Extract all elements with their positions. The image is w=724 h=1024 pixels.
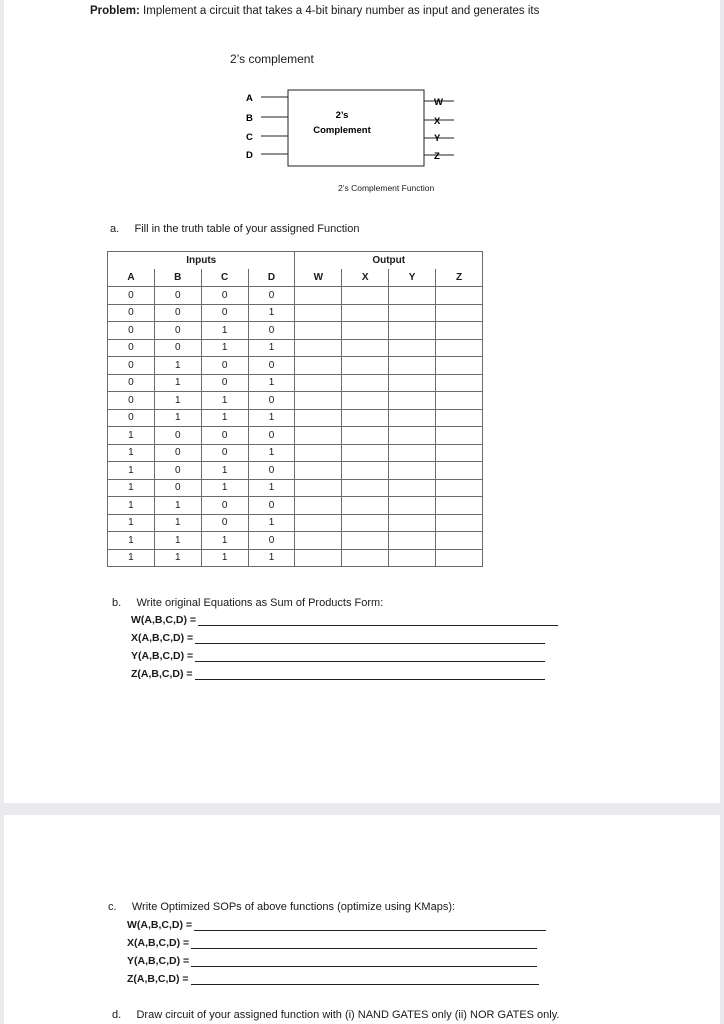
table-row [108, 374, 483, 392]
worksheet-page-2 [4, 815, 720, 1024]
table-row [108, 462, 483, 480]
part-c-marker: c. [108, 901, 117, 913]
block-label-line2: Complement [313, 125, 371, 136]
output-cell[interactable] [389, 497, 436, 515]
answer-line[interactable] [195, 669, 545, 680]
part-d-heading [112, 1009, 559, 1021]
inputs-header: Inputs [108, 252, 295, 270]
output-cell[interactable] [436, 374, 483, 392]
input-cell: 0 [108, 409, 155, 427]
input-cell: 0 [154, 427, 201, 445]
output-cell[interactable] [295, 409, 342, 427]
part-a-heading [110, 223, 359, 235]
output-cell[interactable] [389, 392, 436, 410]
output-cell[interactable] [342, 497, 389, 515]
block-diagram [4, 0, 720, 210]
input-cell: 0 [201, 444, 248, 462]
input-cell: 1 [154, 497, 201, 515]
column-header-y: Y [389, 269, 436, 287]
input-cell: 1 [201, 409, 248, 427]
output-cell[interactable] [295, 427, 342, 445]
equation-label: Y(A,B,C,D) = [127, 955, 190, 967]
part-c-equation-x [127, 937, 537, 949]
output-cell[interactable] [436, 304, 483, 322]
table-row [108, 479, 483, 497]
input-cell: 1 [201, 462, 248, 480]
output-cell[interactable] [295, 304, 342, 322]
output-cell[interactable] [389, 514, 436, 532]
problem-label: Problem: [90, 5, 140, 17]
input-cell: 0 [108, 304, 155, 322]
input-cell: 1 [248, 444, 295, 462]
table-row [108, 339, 483, 357]
input-cell: 1 [201, 339, 248, 357]
input-cell: 1 [248, 339, 295, 357]
input-cell: 0 [201, 374, 248, 392]
table-row [108, 287, 483, 305]
output-cell[interactable] [342, 374, 389, 392]
equation-label: X(A,B,C,D) = [131, 632, 194, 644]
column-header-b: B [154, 269, 201, 287]
input-cell: 1 [154, 532, 201, 550]
answer-line[interactable] [198, 615, 558, 626]
input-cell: 0 [154, 339, 201, 357]
input-cell: 0 [154, 462, 201, 480]
output-cell[interactable] [295, 444, 342, 462]
diagram-caption: 2’s Complement Function [338, 183, 435, 193]
input-label-b: B [246, 113, 253, 124]
equation-label: X(A,B,C,D) = [127, 937, 190, 949]
part-d-text: Draw circuit of your assigned function with (i) NAND GATES only (ii) NOR GATES only. [136, 1009, 560, 1021]
input-cell: 1 [108, 479, 155, 497]
table-row [108, 497, 483, 515]
input-cell: 0 [248, 532, 295, 550]
output-cell[interactable] [389, 479, 436, 497]
truth-table-body [108, 287, 483, 567]
input-cell: 1 [201, 479, 248, 497]
input-cell: 0 [201, 514, 248, 532]
output-cell[interactable] [436, 409, 483, 427]
block-label-line1: 2’s [335, 110, 349, 121]
input-cell: 1 [201, 549, 248, 567]
table-row [108, 549, 483, 567]
output-cell[interactable] [389, 427, 436, 445]
output-cell[interactable] [389, 444, 436, 462]
column-header-x: X [342, 269, 389, 287]
output-cell[interactable] [436, 444, 483, 462]
output-cell[interactable] [436, 339, 483, 357]
input-cell: 1 [108, 549, 155, 567]
input-cell: 1 [201, 392, 248, 410]
output-cell[interactable] [342, 444, 389, 462]
input-cell: 0 [108, 287, 155, 305]
equation-label: Z(A,B,C,D) = [131, 668, 193, 680]
problem-subtitle: 2’s complement [230, 52, 314, 66]
equation-label: Z(A,B,C,D) = [127, 973, 189, 985]
input-cell: 1 [154, 392, 201, 410]
output-cell[interactable] [389, 357, 436, 375]
input-cell: 1 [154, 374, 201, 392]
output-cell[interactable] [389, 549, 436, 567]
output-cell[interactable] [389, 287, 436, 305]
part-b-marker: b. [112, 597, 122, 609]
part-a-marker: a. [110, 223, 120, 235]
output-cell[interactable] [342, 357, 389, 375]
input-cell: 0 [154, 322, 201, 340]
input-cell: 1 [201, 322, 248, 340]
output-label-z: Z [434, 151, 440, 162]
part-d-marker: d. [112, 1009, 122, 1021]
part-b-equation-y [131, 650, 545, 662]
output-cell[interactable] [295, 374, 342, 392]
input-cell: 1 [108, 462, 155, 480]
output-cell[interactable] [295, 462, 342, 480]
table-row [108, 357, 483, 375]
column-header-a: A [108, 269, 155, 287]
output-label-x: X [434, 116, 441, 127]
column-header-d: D [248, 269, 295, 287]
output-cell[interactable] [342, 549, 389, 567]
input-cell: 0 [154, 304, 201, 322]
input-cell: 0 [154, 479, 201, 497]
output-cell[interactable] [389, 374, 436, 392]
input-cell: 0 [108, 374, 155, 392]
input-cell: 0 [154, 444, 201, 462]
equation-label: W(A,B,C,D) = [127, 919, 193, 931]
part-c-equation-w [127, 919, 546, 931]
output-cell[interactable] [342, 287, 389, 305]
input-cell: 0 [248, 497, 295, 515]
table-row [108, 444, 483, 462]
input-label-a: A [246, 93, 253, 104]
input-cell: 0 [201, 287, 248, 305]
input-label-c: C [246, 132, 253, 143]
input-cell: 1 [154, 409, 201, 427]
input-cell: 1 [154, 514, 201, 532]
output-cell[interactable] [436, 392, 483, 410]
problem-text: Implement a circuit that takes a 4-bit binary number as input and generates its [143, 5, 540, 17]
output-cell[interactable] [389, 409, 436, 427]
answer-line[interactable] [194, 920, 546, 931]
input-cell: 0 [201, 427, 248, 445]
input-cell: 1 [108, 497, 155, 515]
truth-table-group-header [108, 252, 483, 270]
equation-label: Y(A,B,C,D) = [131, 650, 194, 662]
table-row [108, 322, 483, 340]
answer-line[interactable] [195, 633, 545, 644]
part-b-heading [112, 597, 383, 609]
output-cell[interactable] [342, 514, 389, 532]
input-label-d: D [246, 150, 253, 161]
output-cell[interactable] [342, 304, 389, 322]
answer-line[interactable] [191, 956, 537, 967]
table-row [108, 514, 483, 532]
table-row [108, 392, 483, 410]
output-cell[interactable] [436, 549, 483, 567]
output-cell[interactable] [295, 549, 342, 567]
input-cell: 1 [108, 514, 155, 532]
output-cell[interactable] [389, 462, 436, 480]
input-cell: 1 [248, 514, 295, 532]
output-cell[interactable] [389, 532, 436, 550]
answer-line[interactable] [195, 651, 545, 662]
table-row [108, 304, 483, 322]
input-cell: 1 [108, 532, 155, 550]
output-cell[interactable] [342, 479, 389, 497]
output-cell[interactable] [342, 427, 389, 445]
part-c-heading [108, 901, 455, 913]
output-cell[interactable] [295, 392, 342, 410]
input-cell: 0 [108, 392, 155, 410]
output-cell[interactable] [342, 532, 389, 550]
equation-label: W(A,B,C,D) = [131, 614, 197, 626]
answer-line[interactable] [191, 938, 537, 949]
input-cell: 1 [154, 549, 201, 567]
output-cell[interactable] [389, 339, 436, 357]
column-header-c: C [201, 269, 248, 287]
table-row [108, 409, 483, 427]
input-cell: 1 [248, 479, 295, 497]
input-cell: 0 [248, 427, 295, 445]
input-cell: 0 [108, 322, 155, 340]
part-c-text: Write Optimized SOPs of above functions (optimize using KMaps): [131, 901, 456, 913]
output-cell[interactable] [295, 339, 342, 357]
output-cell[interactable] [389, 322, 436, 340]
output-cell[interactable] [342, 339, 389, 357]
input-cell: 0 [248, 357, 295, 375]
input-cell: 1 [154, 357, 201, 375]
table-row [108, 532, 483, 550]
input-cell: 1 [248, 409, 295, 427]
output-cell[interactable] [436, 357, 483, 375]
input-cell: 0 [108, 357, 155, 375]
output-cell[interactable] [295, 287, 342, 305]
truth-table-column-header [108, 269, 483, 287]
input-cell: 0 [108, 339, 155, 357]
output-cell[interactable] [436, 462, 483, 480]
part-b-equation-z [131, 668, 545, 680]
part-c-equation-y [127, 955, 537, 967]
output-cell[interactable] [295, 357, 342, 375]
input-cell: 0 [248, 322, 295, 340]
output-cell[interactable] [342, 392, 389, 410]
output-header: Output [295, 252, 483, 270]
input-cell: 0 [248, 287, 295, 305]
part-b-equation-w [131, 614, 558, 626]
output-cell[interactable] [436, 287, 483, 305]
column-header-w: W [295, 269, 342, 287]
output-cell[interactable] [295, 322, 342, 340]
output-cell[interactable] [342, 322, 389, 340]
output-cell[interactable] [436, 514, 483, 532]
input-cell: 1 [248, 304, 295, 322]
output-cell[interactable] [436, 427, 483, 445]
output-cell[interactable] [342, 462, 389, 480]
input-cell: 0 [248, 462, 295, 480]
input-cell: 1 [201, 532, 248, 550]
answer-line[interactable] [191, 974, 539, 985]
output-cell[interactable] [436, 497, 483, 515]
input-cell: 0 [201, 497, 248, 515]
output-cell[interactable] [295, 514, 342, 532]
input-cell: 1 [108, 427, 155, 445]
input-cell: 1 [248, 374, 295, 392]
part-a-text: Fill in the truth table of your assigned Function [134, 223, 360, 235]
input-cell: 1 [108, 444, 155, 462]
column-header-z: Z [436, 269, 483, 287]
output-cell[interactable] [295, 479, 342, 497]
output-cell[interactable] [295, 497, 342, 515]
output-cell[interactable] [295, 532, 342, 550]
input-cell: 0 [201, 304, 248, 322]
output-cell[interactable] [436, 479, 483, 497]
output-cell[interactable] [436, 322, 483, 340]
output-cell[interactable] [342, 409, 389, 427]
input-cell: 0 [154, 287, 201, 305]
input-cell: 0 [248, 392, 295, 410]
input-cell: 1 [248, 549, 295, 567]
part-b-text: Write original Equations as Sum of Products Form: [136, 597, 384, 609]
part-c-equation-z [127, 973, 539, 985]
output-cell[interactable] [436, 532, 483, 550]
worksheet-page-1 [4, 0, 720, 803]
output-label-y: Y [434, 133, 441, 144]
output-label-w: W [434, 97, 443, 108]
table-row [108, 427, 483, 445]
input-cell: 0 [201, 357, 248, 375]
output-cell[interactable] [389, 304, 436, 322]
part-b-equation-x [131, 632, 545, 644]
truth-table [107, 251, 483, 567]
